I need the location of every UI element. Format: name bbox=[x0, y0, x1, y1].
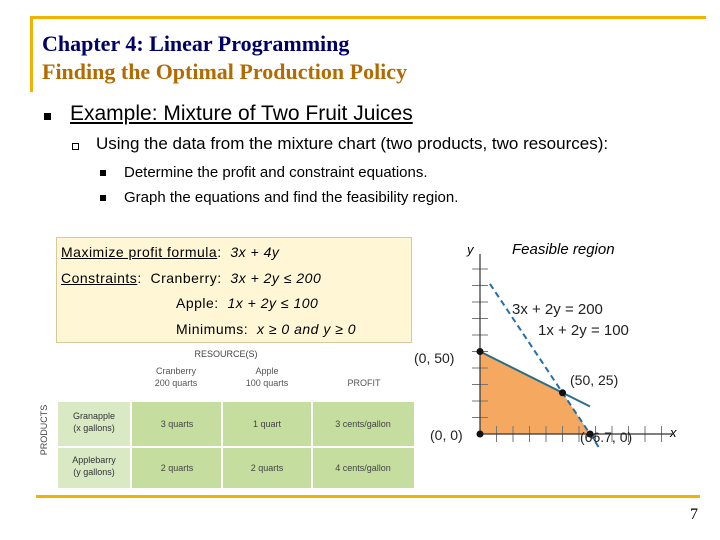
feasible-region bbox=[480, 352, 590, 435]
minimums-label: Minimums: bbox=[176, 321, 249, 337]
line-label-cranberry: 3x + 2y = 200 bbox=[512, 301, 603, 318]
row-name: Applebarry bbox=[72, 455, 116, 465]
constraints-label: Constraints bbox=[61, 270, 138, 286]
table-cell: 1 quart bbox=[252, 419, 282, 429]
table-cell: 4 cents/gallon bbox=[335, 463, 391, 473]
point-label: (50, 25) bbox=[570, 372, 619, 388]
vertex-point bbox=[477, 431, 484, 438]
objective-line: Maximize profit formula: 3x + 4y bbox=[61, 244, 280, 260]
table-cell: 2 quarts bbox=[160, 463, 194, 473]
bullet-level3-item: Determine the profit and constraint equations. bbox=[124, 164, 428, 181]
objective-expr: 3x + 4y bbox=[230, 244, 280, 260]
apple-line bbox=[176, 295, 318, 311]
bullet-marker-level1 bbox=[44, 113, 51, 120]
bullet-marker-level3-1 bbox=[100, 170, 106, 176]
column-header: Cranberry bbox=[155, 366, 197, 376]
cranberry-constraint: 3x + 2y ≤ 200 bbox=[230, 270, 322, 286]
row-subname: (x gallons) bbox=[73, 423, 115, 433]
table-cell: 3 quarts bbox=[160, 419, 194, 429]
bullet-level3-item: Graph the equations and find the feasibility region. bbox=[124, 189, 459, 206]
table-cell: 3 cents/gallon bbox=[335, 419, 391, 429]
vertex-point bbox=[559, 389, 566, 396]
title-line-2: Finding the Optimal Production Policy bbox=[42, 59, 408, 84]
apple-label: Apple: bbox=[176, 295, 219, 311]
objective-label: Maximize profit formula bbox=[61, 244, 218, 260]
cranberry-label: Cranberry: bbox=[150, 270, 222, 286]
title-frame-top bbox=[30, 16, 706, 19]
feasible-region-label: Feasible region bbox=[512, 241, 615, 258]
column-subheader: 200 quarts bbox=[154, 378, 198, 388]
row-subname: (y gallons) bbox=[73, 467, 115, 477]
vertex-point bbox=[477, 348, 484, 355]
minimums-constraint: x ≥ 0 and y ≥ 0 bbox=[256, 321, 357, 337]
title-frame-left bbox=[30, 16, 33, 92]
slide-title bbox=[42, 30, 407, 86]
table-cell: 2 quarts bbox=[250, 463, 284, 473]
apple-constraint: 1x + 2y ≤ 100 bbox=[227, 295, 319, 311]
resources-header: RESOURCE(S) bbox=[194, 349, 258, 359]
column-subheader: 100 quarts bbox=[245, 378, 289, 388]
bullet-marker-level3-2 bbox=[100, 195, 106, 201]
mixture-table bbox=[36, 345, 416, 490]
bullet-level1: Example: Mixture of Two Fruit Juices bbox=[70, 102, 413, 125]
products-header: PRODUCTS bbox=[39, 404, 49, 456]
y-axis-label: y bbox=[467, 242, 474, 257]
column-header-profit: PROFIT bbox=[347, 378, 381, 388]
line-label-apple: 1x + 2y = 100 bbox=[538, 322, 629, 339]
bullet-level2: Using the data from the mixture chart (two products, two resources): bbox=[96, 134, 609, 153]
column-header: Apple bbox=[255, 366, 279, 376]
formula-box bbox=[56, 237, 412, 343]
point-label: (0, 0) bbox=[430, 427, 463, 443]
page-number: 7 bbox=[690, 506, 698, 523]
x-axis-label: x bbox=[670, 425, 677, 440]
bullet-marker-level2 bbox=[72, 143, 79, 150]
minimums-line bbox=[176, 321, 356, 337]
point-label: (66.7, 0) bbox=[580, 429, 633, 445]
title-line-1: Chapter 4: Linear Programming bbox=[42, 31, 350, 56]
point-label: (0, 50) bbox=[414, 350, 455, 366]
feasibility-graph bbox=[410, 234, 700, 465]
footer-rule bbox=[36, 495, 700, 498]
row-name: Granapple bbox=[72, 411, 116, 421]
constraints-line: Constraints: Cranberry: 3x + 2y ≤ 200 bbox=[61, 270, 322, 286]
